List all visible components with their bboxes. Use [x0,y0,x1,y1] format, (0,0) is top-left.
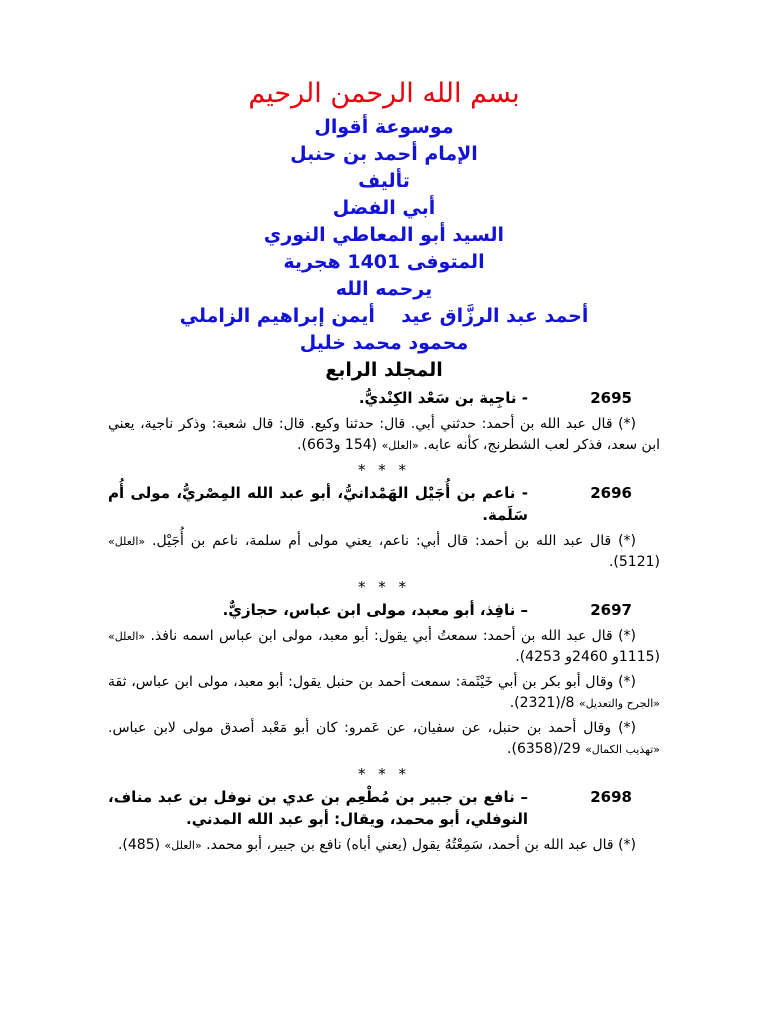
entry-title: - ناعم بن أُجَيْل الهَمْدانيُّ، أبو عبد الله المِصْريُّ، مولى أُم سَلَمة. [108,484,528,524]
entry-title: – نافِذ، أبو معبد، مولى ابن عباس، حجازيٌّ. [222,601,528,619]
book-subject: الإمام أحمد بن حنبل [290,143,478,165]
narration-text: (*) قال عبد الله بن أحمد: قال أبي: ناعم، يعني مولى أم سلمة، ناعم بن أُجَيْل. [152,533,636,549]
narration-text: (*) قال عبد الله بن أحمد: حدثني أبي. قال: حدثنا وكيع. قال: قال شعبة: وذكر ناجية، يعني ابن سعد، فذكر لعب الشطرنج، كأنه عابه. [108,416,660,453]
source-title: «تهذيب الكمال» [585,743,660,756]
book-title: موسوعة أقوال [314,116,454,138]
source-reference: (154 و663). [297,437,378,453]
entry-heading [108,786,660,830]
entry [108,786,660,856]
basmala: بسم الله الرحمن الرحيم [248,78,520,109]
entry-number: 2697 [590,601,632,619]
entry-number: 2695 [590,389,632,407]
source-title: «العلل» [108,630,146,643]
author-kunya: أبي الفضل [332,197,436,219]
source-reference: (1115و 2460و 4253). [515,649,660,665]
volume-title: المجلد الرابع [325,359,443,381]
narration-paragraph [108,626,660,668]
entry [108,599,660,784]
source-reference: (5121). [608,554,660,570]
entry-number: 2698 [590,788,632,806]
author-prayer: يرحمه الله [335,278,433,300]
narration-paragraph [108,718,660,760]
author-death-date: المتوفى 1401 هجرية [283,251,485,273]
entry-number: 2696 [590,484,632,502]
author-name: السيد أبو المعاطي النوري [263,224,505,246]
narration-paragraph [108,835,660,856]
entry-heading [108,482,660,526]
source-title: «الجرح والتعديل» [578,697,660,710]
source-title: «العلل» [164,839,202,852]
narration-text: (*) قال عبد الله بن أحمد، سَمِعْتُهُ يقول (يعني أباه) نافع بن جبير، أبو محمد. [206,837,636,853]
entry-heading [108,387,660,409]
narration-text: (*) قال عبد الله بن أحمد: سمعتُ أبي يقول: أبو معبد، مولى ابن عباس اسمه نافذ. [150,628,636,644]
separator-stars: * * * [357,461,411,479]
entry [108,387,660,480]
source-title: «العلل» [381,439,419,452]
entry-title: – نافع بن جبير بن مُطْعِم بن عدي بن نوفل بن عبد مناف، النوفلي، أبو محمد، ويقال: أبو عبد الله المدني. [108,788,528,828]
entry-heading [108,599,660,621]
source-reference: 29/(6358). [507,741,581,757]
narration-paragraph [108,531,660,573]
editors-line-2: محمود محمد خليل [299,332,469,354]
separator-stars: * * * [357,578,411,596]
narration-paragraph [108,672,660,714]
separator-stars: * * * [357,765,411,783]
editors-line-1: أحمد عبد الرزَّاق عيد أيمن إبراهيم الزاملي [179,305,589,327]
entry-title: - ناجِية بن سَعْد الكِنْديُّ. [358,389,528,407]
narration-text: (*) وقال أبو بكر بن أبي خَيْثَمة: سمعت أحمد بن حنبل يقول: أبو معبد، مولى ابن عباس، ثقة [108,674,636,690]
narration-paragraph [108,414,660,456]
source-reference: 8/(2321). [509,695,575,711]
source-reference: (485). [117,837,161,853]
narration-text: (*) وقال أحمد بن حنبل، عن سفيان، عن عَمرو: كان أبو مَعْبد أصدق مولى لابن عباس. [108,720,636,736]
entry [108,482,660,597]
authorship-label: تأليف [358,170,410,192]
source-title: «العلل» [108,535,146,548]
